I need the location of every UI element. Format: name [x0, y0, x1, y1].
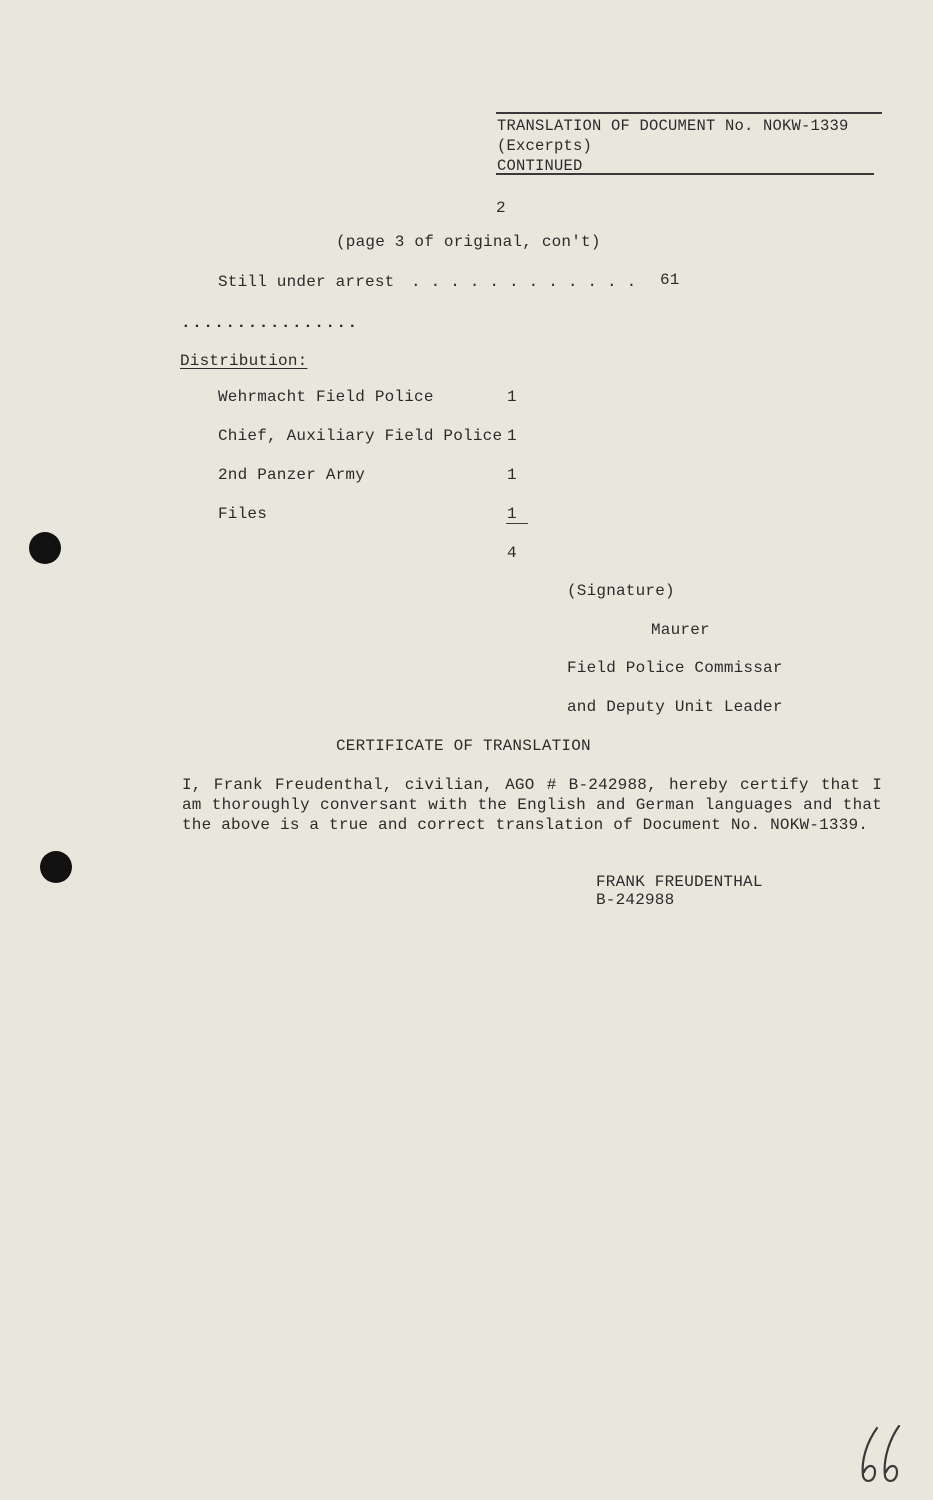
signature-note: (Signature) [567, 582, 675, 600]
header-title: TRANSLATION OF DOCUMENT No. NOKW-1339 [497, 117, 849, 135]
translator-name: FRANK FREUDENTHAL [596, 873, 763, 891]
distribution-heading: Distribution: [180, 352, 308, 370]
distribution-item-label: Files [218, 505, 268, 523]
omission-dots: ................ [181, 314, 359, 332]
header-top-rule [496, 112, 882, 114]
distribution-item-count: 1 [507, 466, 517, 484]
signatory-title-2: and Deputy Unit Leader [567, 698, 783, 716]
header-continued: CONTINUED [497, 157, 583, 175]
certificate-heading: CERTIFICATE OF TRANSLATION [336, 737, 591, 755]
arrest-value: 61 [660, 271, 680, 289]
translator-id: B-242988 [596, 891, 675, 909]
distribution-item-count: 1 [507, 388, 517, 406]
original-page-reference: (page 3 of original, con't) [336, 233, 601, 251]
header-bottom-rule [496, 173, 874, 175]
handwritten-page-number [855, 1420, 915, 1490]
arrest-label: Still under arrest [218, 273, 395, 291]
distribution-item-label: Wehrmacht Field Police [218, 388, 434, 406]
distribution-item-count: 1 [507, 427, 517, 445]
punch-hole [40, 851, 72, 883]
page-number: 2 [496, 199, 506, 217]
header-excerpts: (Excerpts) [497, 137, 593, 155]
distribution-item-count: 1 [507, 505, 517, 523]
arrest-leader-dots: . . . . . . . . . . . . [411, 273, 637, 291]
signatory-title: Field Police Commissar [567, 659, 783, 677]
distribution-item-label: Chief, Auxiliary Field Police [218, 427, 503, 445]
distribution-total: 4 [507, 544, 517, 562]
punch-hole [29, 532, 61, 564]
total-rule [506, 523, 528, 524]
distribution-item-label: 2nd Panzer Army [218, 466, 366, 484]
certificate-body: I, Frank Freudenthal, civilian, AGO # B-242988, hereby certify that I am thoroughly conversant with the English and German languages and that the above is a true and correct translation of Document No. NOKW-1339. [182, 776, 882, 834]
signatory-name: Maurer [651, 621, 710, 639]
